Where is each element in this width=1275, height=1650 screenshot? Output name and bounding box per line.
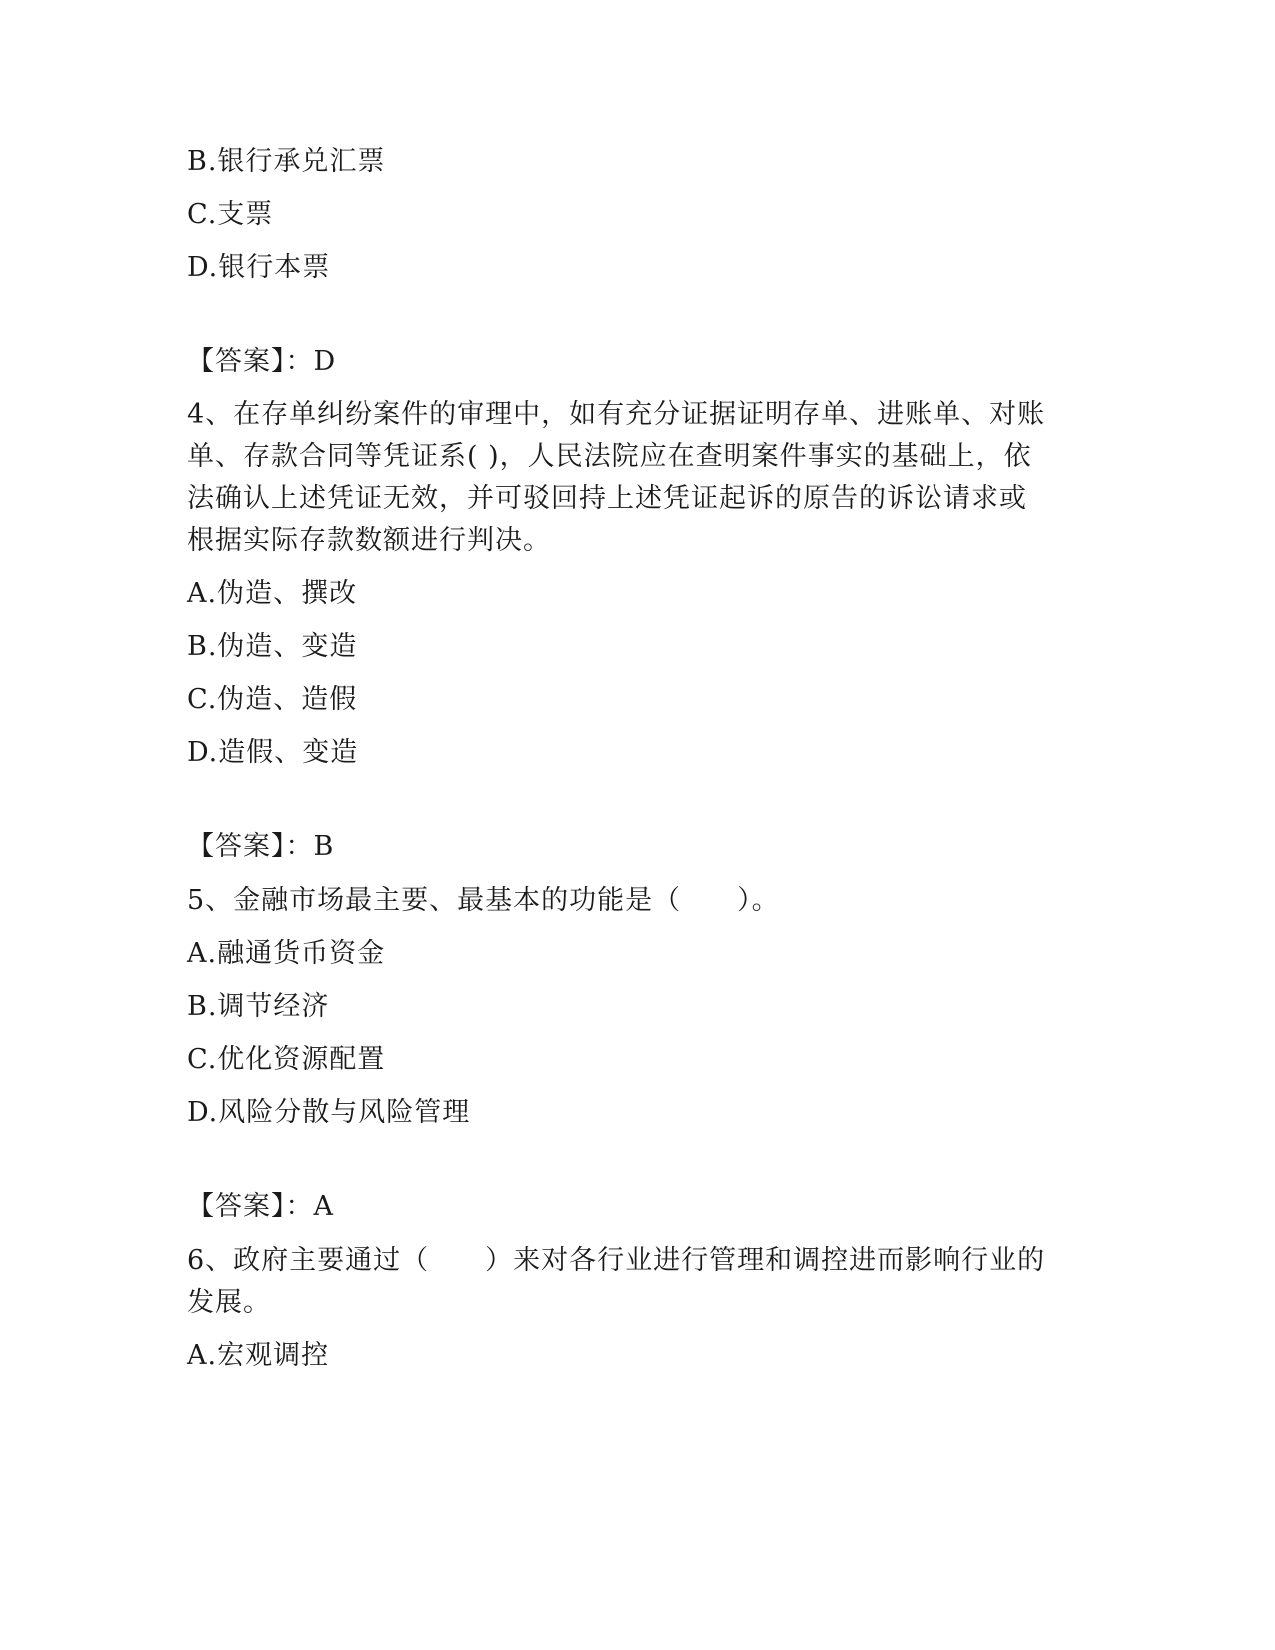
q4-option-c: C.伪造、造假 — [187, 684, 358, 715]
q5-option-a: A.融通货币资金 — [187, 938, 386, 969]
q3-option-d: D.银行本票 — [187, 252, 331, 283]
q3-answer: 【答案】：D — [187, 346, 337, 377]
q5-stem-line-1: 5、金融市场最主要、最基本的功能是（ ）。 — [187, 885, 780, 916]
q4-option-a: A.伪造、撰改 — [187, 578, 358, 609]
q4-option-b: B.伪造、变造 — [187, 631, 358, 662]
q5-answer: 【答案】：A — [187, 1191, 334, 1222]
q6-stem-line-2: 发展。 — [187, 1287, 271, 1318]
q4-answer: 【答案】：B — [187, 831, 335, 862]
q3-option-c: C.支票 — [187, 199, 274, 230]
q3-option-b: B.银行承兑汇票 — [187, 146, 386, 177]
q4-stem-line-2: 单、存款合同等凭证系( )，人民法院应在查明案件事实的基础上，依 — [187, 441, 1032, 472]
q4-stem-line-1: 4、在存单纠纷案件的审理中，如有充分证据证明存单、进账单、对账 — [187, 399, 1046, 430]
q4-stem-line-4: 根据实际存款数额进行判决。 — [187, 525, 551, 556]
q4-stem-line-3: 法确认上述凭证无效，并可驳回持上述凭证起诉的原告的诉讼请求或 — [187, 483, 1027, 514]
q5-option-c: C.优化资源配置 — [187, 1044, 386, 1075]
q6-stem-line-1: 6、政府主要通过（ ）来对各行业进行管理和调控进而影响行业的 — [187, 1245, 1046, 1276]
q5-option-d: D.风险分散与风险管理 — [187, 1097, 471, 1128]
q5-option-b: B.调节经济 — [187, 991, 330, 1022]
q4-option-d: D.造假、变造 — [187, 737, 359, 768]
q6-option-a: A.宏观调控 — [187, 1340, 330, 1371]
